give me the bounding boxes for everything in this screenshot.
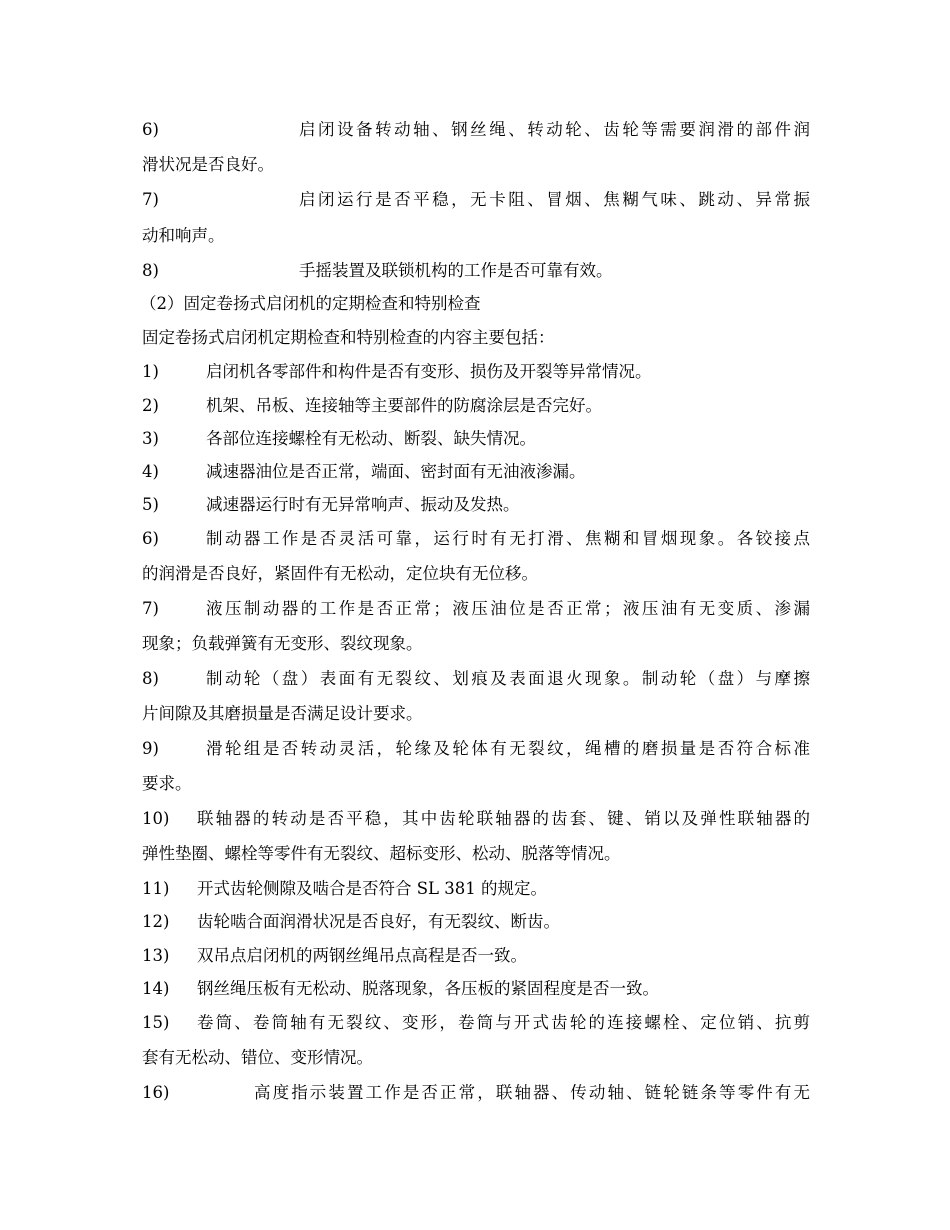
item-continuation: 现象；负载弹簧有无变形、裂纹现象。 bbox=[142, 634, 423, 653]
list-item bbox=[142, 1013, 810, 1033]
item-text: 各部位连接螺栓有无松动、断裂、缺失情况。 bbox=[206, 429, 536, 448]
list-item bbox=[142, 529, 810, 549]
item-number: 3) bbox=[142, 429, 159, 448]
list-item bbox=[142, 429, 810, 449]
item-text: 减速器油位是否正常，端面、密封面有无油液渗漏。 bbox=[206, 462, 586, 481]
item-text: 启闭机各零部件和构件是否有变形、损伤及开裂等异常情况。 bbox=[206, 362, 652, 381]
item-text: 双吊点启闭机的两钢丝绳吊点高程是否一致。 bbox=[197, 946, 527, 965]
list-item bbox=[142, 362, 810, 382]
item-text: 启闭运行是否平稳，无卡阻、冒烟、焦糊气味、跳动、异常振 bbox=[299, 190, 810, 209]
list-item bbox=[142, 979, 810, 999]
list-item bbox=[142, 462, 810, 482]
item-text: 启闭设备转动轴、钢丝绳、转动轮、齿轮等需要润滑的部件润 bbox=[299, 120, 810, 139]
item-continuation: 的润滑是否良好，紧固件有无松动，定位块有无位移。 bbox=[142, 564, 538, 583]
item-number: 9) bbox=[142, 739, 159, 758]
list-item bbox=[142, 599, 810, 619]
list-item bbox=[142, 669, 810, 689]
item-continuation: 弹性垫圈、螺栓等零件有无裂纹、超标变形、松动、脱落等情况。 bbox=[142, 844, 621, 863]
list-item bbox=[142, 739, 810, 759]
item-number: 7) bbox=[142, 599, 159, 618]
item-text: 机架、吊板、连接轴等主要部件的防腐涂层是否完好。 bbox=[206, 396, 602, 415]
item-text: 开式齿轮侧隙及啮合是否符合 SL 381 的规定。 bbox=[197, 879, 547, 898]
list-item bbox=[142, 809, 810, 829]
item-number: 16) bbox=[142, 1083, 170, 1102]
list-item bbox=[142, 190, 810, 210]
item-text: 齿轮啮合面润滑状况是否良好，有无裂纹、断齿。 bbox=[197, 912, 560, 931]
list-item bbox=[142, 946, 810, 966]
list-item bbox=[142, 396, 810, 416]
item-text: 钢丝绳压板有无松动、脱落现象，各压板的紧固程度是否一致。 bbox=[197, 979, 659, 998]
item-number: 1) bbox=[142, 362, 159, 381]
section-intro: 固定卷扬式启闭机定期检查和特别检查的内容主要包括： bbox=[142, 328, 555, 347]
item-number: 5) bbox=[142, 495, 159, 514]
item-text: 高度指示装置工作是否正常，联轴器、传动轴、链轮链条等零件有无 bbox=[254, 1083, 810, 1102]
item-continuation: 片间隙及其磨损量是否满足设计要求。 bbox=[142, 704, 423, 723]
item-number: 2) bbox=[142, 396, 159, 415]
item-continuation: 要求。 bbox=[142, 774, 192, 793]
list-item bbox=[142, 912, 810, 932]
item-continuation: 套有无松动、错位、变形情况。 bbox=[142, 1048, 373, 1067]
item-continuation: 动和响声。 bbox=[142, 226, 225, 245]
item-number: 4) bbox=[142, 462, 159, 481]
item-number: 6) bbox=[142, 120, 159, 139]
item-number: 12) bbox=[142, 912, 170, 931]
item-text: 滑轮组是否转动灵活，轮缘及轮体有无裂纹，绳槽的磨损量是否符合标准 bbox=[206, 739, 810, 758]
item-number: 8) bbox=[142, 261, 159, 280]
item-text: 制动器工作是否灵活可靠，运行时有无打滑、焦糊和冒烟现象。各铰接点 bbox=[206, 529, 810, 548]
list-item bbox=[142, 1083, 810, 1103]
item-number: 15) bbox=[142, 1013, 170, 1032]
item-continuation: 滑状况是否良好。 bbox=[142, 155, 274, 174]
list-item bbox=[142, 120, 810, 140]
item-number: 7) bbox=[142, 190, 159, 209]
item-number: 14) bbox=[142, 979, 170, 998]
item-text: 减速器运行时有无异常响声、振动及发热。 bbox=[206, 495, 520, 514]
item-number: 6) bbox=[142, 529, 159, 548]
item-text: 手摇装置及联锁机构的工作是否可靠有效。 bbox=[299, 261, 613, 280]
list-item bbox=[142, 495, 810, 515]
section-heading: （2）固定卷扬式启闭机的定期检查和特别检查 bbox=[140, 294, 481, 313]
item-text: 液压制动器的工作是否正常；液压油位是否正常；液压油有无变质、渗漏 bbox=[206, 599, 810, 618]
item-number: 11) bbox=[142, 879, 170, 898]
item-number: 8) bbox=[142, 669, 159, 688]
item-text: 卷筒、卷筒轴有无裂纹、变形，卷筒与开式齿轮的连接螺栓、定位销、抗剪 bbox=[197, 1013, 810, 1032]
item-number: 10) bbox=[142, 809, 170, 828]
item-text: 联轴器的转动是否平稳，其中齿轮联轴器的齿套、键、销以及弹性联轴器的 bbox=[197, 809, 810, 828]
list-item bbox=[142, 879, 810, 899]
item-text: 制动轮（盘）表面有无裂纹、划痕及表面退火现象。制动轮（盘）与摩擦 bbox=[206, 669, 810, 688]
item-number: 13) bbox=[142, 946, 170, 965]
list-item bbox=[142, 261, 810, 281]
